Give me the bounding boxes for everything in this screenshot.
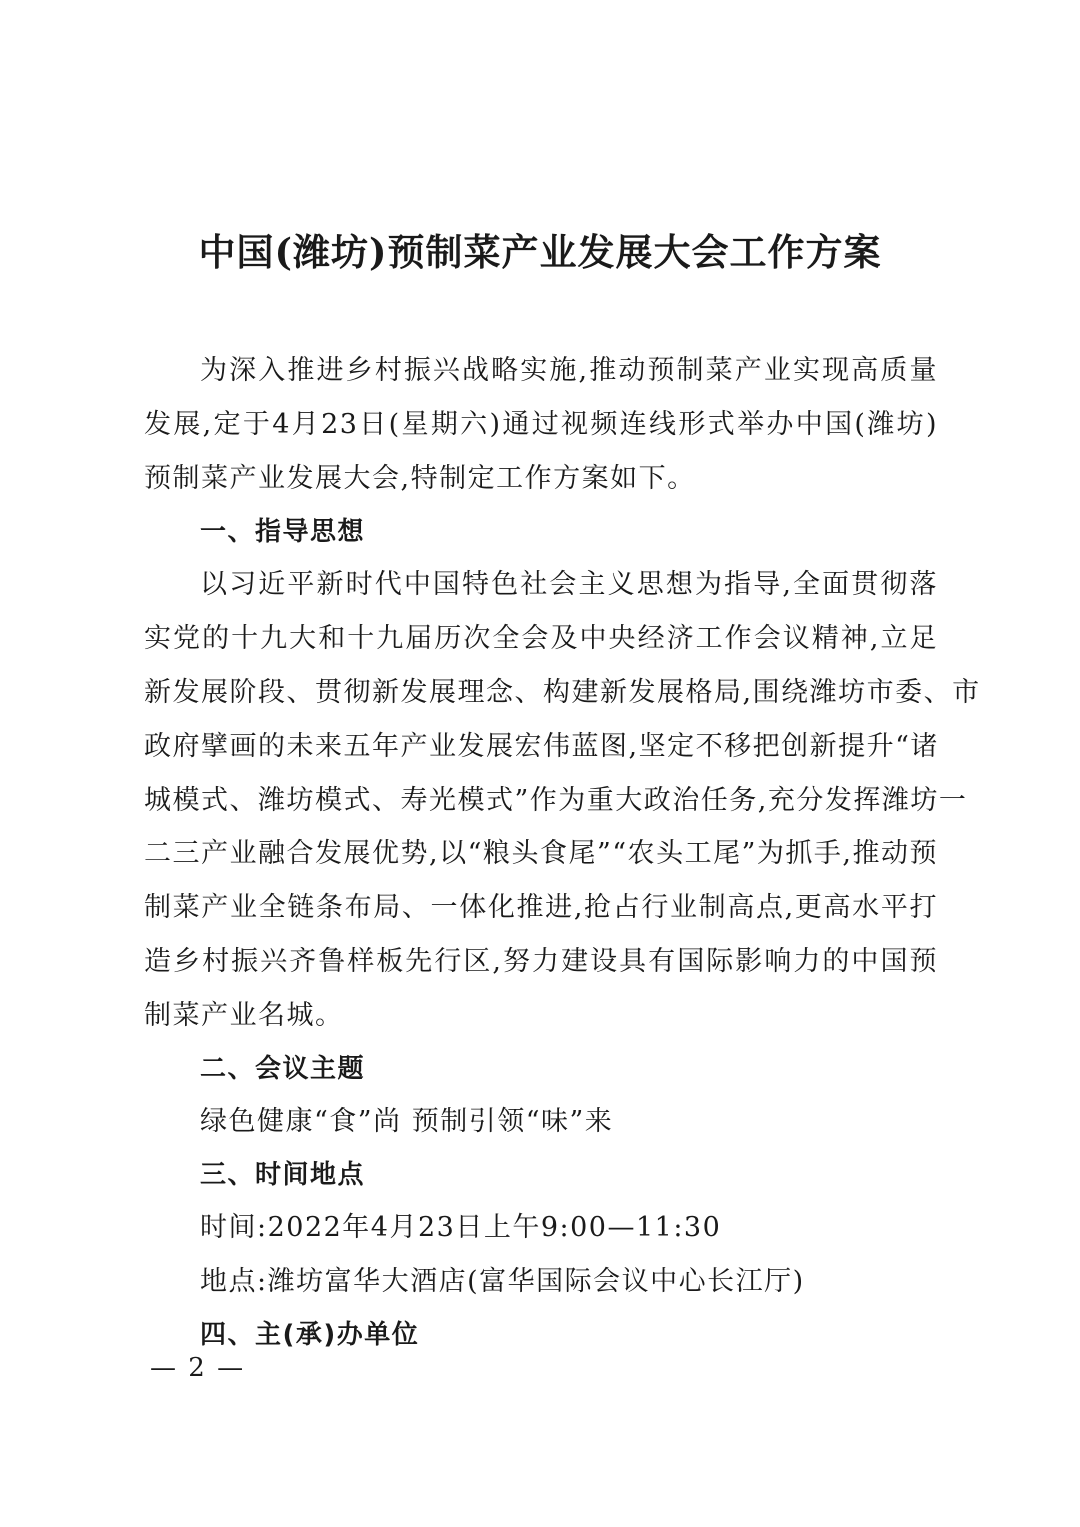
intro-line-2: 发展,定于4月23日(星期六)通过视频连线形式举办中国(潍坊) (144, 409, 938, 440)
section1-line-1: 以习近平新时代中国特色社会主义思想为指导,全面贯彻落 (200, 569, 938, 600)
meeting-time: 时间:2022年4月23日上午9:00—11:30 (200, 1212, 722, 1243)
section-heading-time-place: 三、时间地点 (200, 1160, 366, 1190)
meeting-theme-text: 绿色健康“食”尚 预制引领“味”来 (200, 1106, 614, 1137)
document-title: 中国(潍坊)预制菜产业发展大会工作方案 (198, 230, 882, 274)
section-heading-guiding-ideology: 一、指导思想 (200, 517, 366, 547)
section-heading-meeting-theme: 二、会议主题 (200, 1054, 366, 1084)
section1-line-9: 制菜产业名城。 (144, 1000, 344, 1031)
section1-line-4: 政府擘画的未来五年产业发展宏伟蓝图,坚定不移把创新提升“诸 (144, 731, 939, 762)
section-heading-organizers: 四、主(承)办单位 (200, 1320, 420, 1350)
section1-line-6: 二三产业融合发展优势,以“粮头食尾”“农头工尾”为抓手,推动预 (144, 838, 938, 869)
page-number: — 2 — (150, 1353, 246, 1383)
intro-line-1: 为深入推进乡村振兴战略实施,推动预制菜产业实现高质量 (200, 355, 938, 386)
section1-line-8: 造乡村振兴齐鲁样板先行区,努力建设具有国际影响力的中国预 (144, 946, 938, 977)
section1-line-2: 实党的十九大和十九届历次全会及中央经济工作会议精神,立足 (144, 623, 938, 654)
section1-line-7: 制菜产业全链条布局、一体化推进,抢占行业制高点,更高水平打 (144, 892, 938, 923)
section1-line-5: 城模式、潍坊模式、寿光模式”作为重大政治任务,充分发挥潍坊一 (144, 785, 968, 816)
intro-line-3: 预制菜产业发展大会,特制定工作方案如下。 (144, 463, 696, 494)
section1-line-3: 新发展阶段、贯彻新发展理念、构建新发展格局,围绕潍坊市委、市 (144, 677, 981, 708)
meeting-place: 地点:潍坊富华大酒店(富华国际会议中心长江厅) (200, 1266, 805, 1297)
